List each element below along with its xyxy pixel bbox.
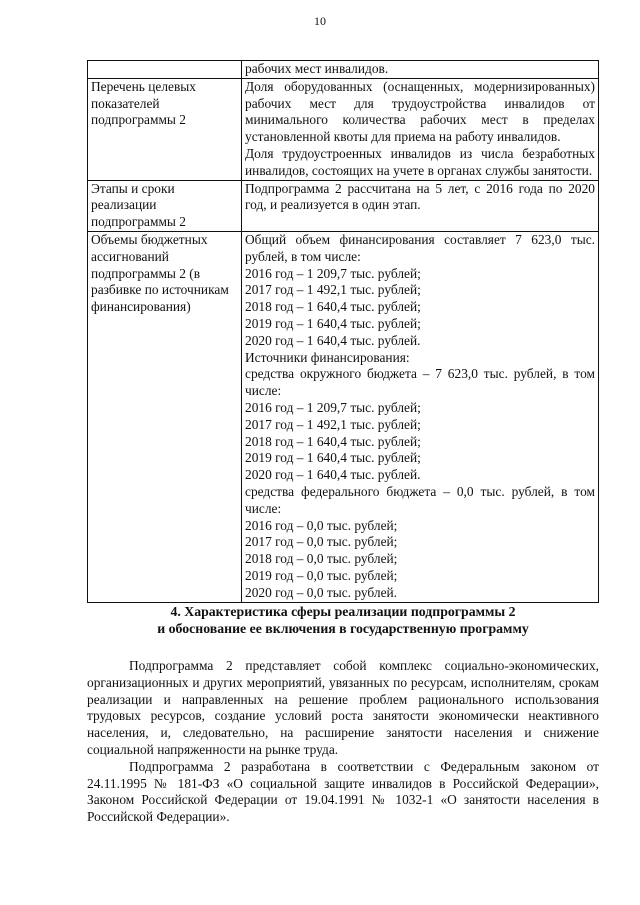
year-amount: 2017 год – 1 492,1 тыс. рублей; — [245, 416, 421, 432]
indicator-item: Доля трудоустроенных инвалидов из числа безработных инвалидов, состоящих на учете в органах службы занятости. — [245, 145, 595, 178]
sources-title: Источники финансирования: — [245, 349, 410, 365]
subprogram-passport-table — [87, 60, 599, 603]
year-amount: 2018 год – 1 640,4 тыс. рублей; — [245, 433, 421, 449]
year-amount: 2016 год – 1 209,7 тыс. рублей; — [245, 399, 421, 415]
row-label-stages: Этапы и сроки реализации подпрограммы 2 — [88, 180, 242, 231]
indicator-item: Доля оборудованных (оснащенных, модернизированных) рабочих мест для трудоустройства инвалидов от минимального количества рабочих мест в пределах установленной квоты для приема на работу инвалидов. — [245, 78, 595, 145]
year-amount: 2020 год – 1 640,4 тыс. рублей. — [245, 467, 421, 483]
year-amount: 2018 год – 0,0 тыс. рублей; — [245, 551, 398, 567]
row-value-stages: Подпрограмма 2 рассчитана на 5 лет, с 2016 года по 2020 год, и реализуется в один этап. — [242, 180, 599, 231]
row-label-budget: Объемы бюджетных ассигнований подпрограммы 2 (в разбивке по источникам финансирования) — [88, 231, 242, 602]
total-financing: Общий объем финансирования составляет 7 623,0 тыс. рублей, в том числе: — [245, 231, 595, 264]
table-row — [88, 78, 599, 180]
row-value: рабочих мест инвалидов. — [242, 61, 599, 79]
year-amount: 2020 год – 0,0 тыс. рублей. — [245, 584, 398, 600]
year-amount: 2019 год – 0,0 тыс. рублей; — [245, 567, 398, 583]
table-row — [88, 61, 599, 79]
page-number: 10 — [314, 14, 326, 28]
year-amount: 2020 год – 1 640,4 тыс. рублей. — [245, 332, 421, 348]
federal-budget: средства федерального бюджета – 0,0 тыс. рублей, в том числе: — [245, 483, 595, 516]
row-label-target-indicators: Перечень целевых показателей подпрограммы 2 — [88, 78, 242, 180]
year-amount: 2017 год – 0,0 тыс. рублей; — [245, 534, 398, 550]
year-amount: 2019 год – 1 640,4 тыс. рублей; — [245, 450, 421, 466]
year-amount: 2017 год – 1 492,1 тыс. рублей; — [245, 282, 421, 298]
row-value-target-indicators — [242, 78, 599, 180]
table-row — [88, 180, 599, 231]
district-budget: средства окружного бюджета – 7 623,0 тыс. рублей, в том числе: — [245, 366, 595, 399]
row-value-budget — [242, 231, 599, 602]
year-amount: 2019 год – 1 640,4 тыс. рублей; — [245, 315, 421, 331]
year-amount: 2016 год – 1 209,7 тыс. рублей; — [245, 265, 421, 281]
section-heading-line: 4. Характеристика сферы реализации подпрограммы 2 — [170, 604, 516, 619]
year-amount: 2016 год – 0,0 тыс. рублей; — [245, 517, 398, 533]
table-row — [88, 231, 599, 602]
section-body — [87, 658, 599, 826]
section-heading — [87, 603, 599, 637]
paragraph: Подпрограмма 2 разработана в соответствии с Федеральным законом от 24.11.1995 № 181-ФЗ «О социальной защите инвалидов в Российской Федерации», Законом Российской Федерации от 19.04.1991 № 1032-1 «О занятости населения в Российской Федерации». — [87, 758, 599, 825]
paragraph: Подпрограмма 2 представляет собой комплекс социально-экономических, организационных и других мероприятий, увязанных по ресурсам, исполнителям, срокам реализации и направленных на решение проблем рационального использования трудовых ресурсов, создание условий роста занятости экономически неактивного населения, и, следовательно, на расширение занятости населения и снижение социальной напряженности на рынке труда. — [87, 658, 599, 757]
row-label — [88, 61, 242, 79]
section-heading-line: и обоснование ее включения в государственную программу — [157, 621, 529, 636]
year-amount: 2018 год – 1 640,4 тыс. рублей; — [245, 299, 421, 315]
